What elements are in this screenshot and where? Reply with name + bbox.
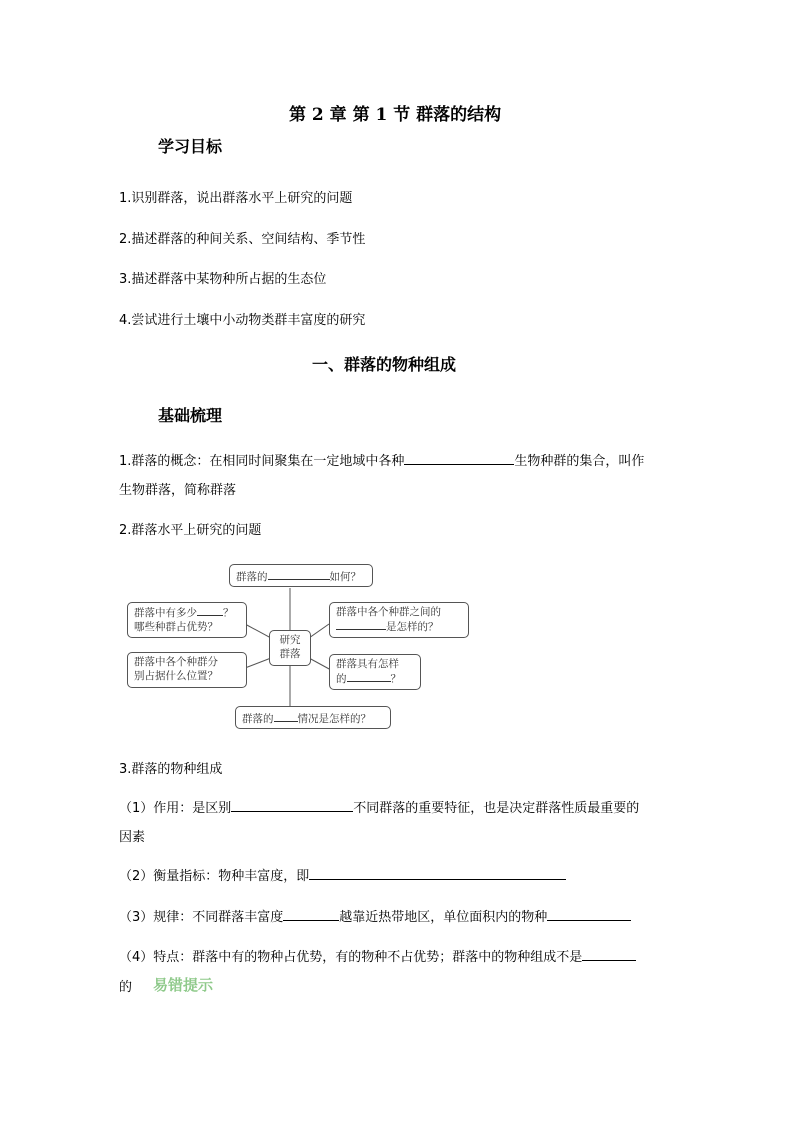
diagram-text: 群落中有多少 (134, 607, 197, 619)
diagram-text: 如何？ (329, 571, 361, 583)
diagram-text: 是怎样的？ (386, 621, 439, 633)
research-diagram (125, 558, 470, 733)
diagram-box-top (229, 564, 373, 587)
question-text: （4）特点：群落中有的物种占优势，有的物种不占优势；群落中的物种组成不是 (119, 950, 583, 965)
page-title: 第 2 章 第 1 节 群落的结构 (289, 105, 502, 125)
objectives-heading: 学习目标 (158, 137, 223, 156)
answer-blank[interactable] (231, 798, 353, 812)
diagram-text: 群落中各个种群之间的 (336, 606, 441, 618)
diagram-text: 别占据什么位置？ (134, 670, 218, 682)
hint-label: 易错提示 (153, 976, 214, 994)
diagram-box-right2 (329, 654, 421, 690)
question-text: 越靠近热带地区，单位面积内的物种 (339, 910, 548, 925)
question-text: （1）作用：是区别 (119, 801, 232, 816)
diagram-box-right1 (329, 602, 469, 638)
diagram-blank[interactable] (347, 671, 391, 682)
question-1-prefix: 1.群落的概念：在相同时间聚集在一定地域中各种 (119, 454, 405, 469)
diagram-text: 群落中各个种群分 (134, 656, 218, 668)
question-3-1-line2: 因素 (119, 830, 146, 845)
objective-item: 3.描述群落中某物种所占据的生态位 (119, 272, 327, 287)
diagram-text: 情况是怎样的？ (297, 713, 371, 725)
answer-blank[interactable] (404, 451, 514, 465)
diagram-text: 群落具有怎样 (336, 658, 399, 670)
diagram-blank[interactable] (268, 569, 330, 580)
diagram-text: 研究 (279, 634, 301, 646)
diagram-text: 群落的 (242, 713, 274, 725)
diagram-text: ？ (390, 673, 401, 685)
answer-blank[interactable] (547, 907, 631, 921)
objective-item: 2.描述群落的种间关系、空间结构、季节性 (119, 232, 366, 247)
question-3-heading: 3.群落的物种组成 (119, 762, 223, 777)
diagram-blank[interactable] (336, 619, 386, 630)
objective-item: 1.识别群落，说出群落水平上研究的问题 (119, 191, 353, 206)
question-text: （2）衡量指标：物种丰富度，即 (119, 869, 310, 884)
question-text: （3）规律：不同群落丰富度 (119, 910, 284, 925)
question-3-4 (119, 946, 636, 965)
answer-blank[interactable] (309, 866, 566, 880)
question-3-2 (119, 865, 566, 884)
diagram-blank[interactable] (197, 605, 223, 616)
question-3-1 (119, 797, 639, 816)
diagram-box-center (269, 630, 311, 666)
answer-blank[interactable] (283, 907, 339, 921)
objective-item: 4.尝试进行土壤中小动物类群丰富度的研究 (119, 313, 366, 328)
question-3-4-line2: 的 (119, 980, 133, 995)
diagram-text: 群落 (279, 648, 301, 660)
diagram-text: 的 (336, 673, 347, 685)
question-1-suffix: 生物种群的集合，叫作 (514, 454, 645, 469)
question-3-3 (119, 906, 631, 925)
answer-blank[interactable] (582, 947, 636, 961)
diagram-text: 群落的 (236, 571, 268, 583)
question-text: 不同群落的重要特征，也是决定群落性质最重要的 (353, 801, 640, 816)
question-1 (119, 450, 644, 469)
question-1-line2: 生物群落，简称群落 (119, 483, 237, 498)
question-2: 2.群落水平上研究的问题 (119, 523, 262, 538)
diagram-box-left1 (127, 602, 247, 638)
diagram-text: 哪些种群占优势？ (134, 621, 218, 633)
diagram-text: ？ (223, 607, 234, 619)
diagram-blank[interactable] (274, 711, 298, 722)
section-heading: 一、群落的物种组成 (312, 355, 457, 374)
sub-heading: 基础梳理 (158, 406, 223, 425)
diagram-box-left2 (127, 652, 247, 688)
diagram-box-bottom (235, 706, 391, 729)
